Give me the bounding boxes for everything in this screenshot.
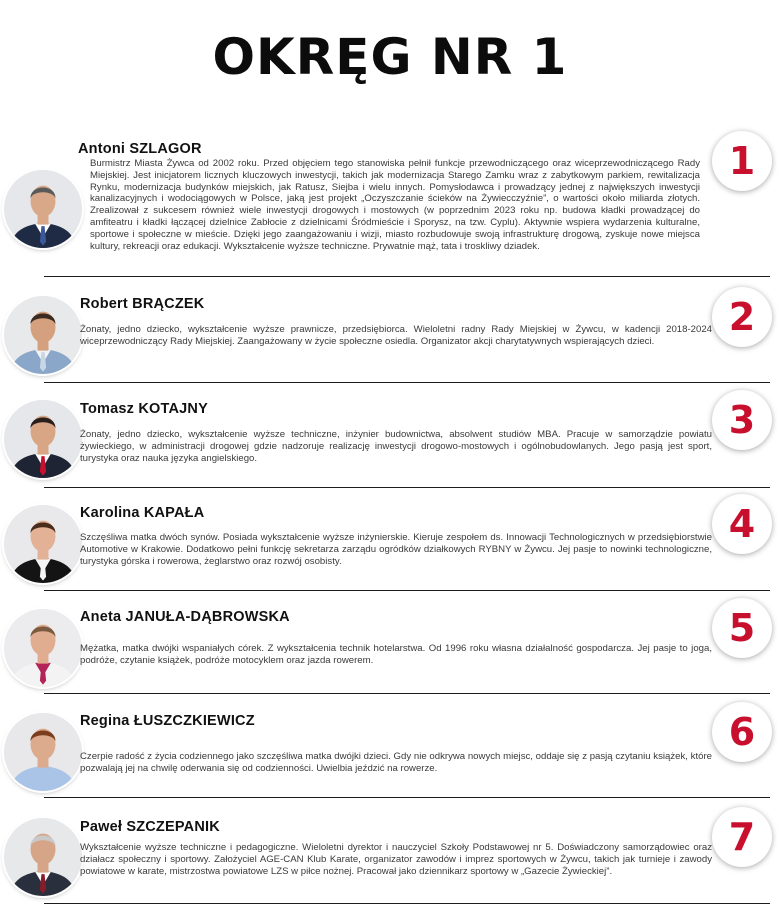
candidate-photo — [4, 818, 82, 896]
section-divider — [44, 276, 770, 277]
person-portrait-icon — [4, 170, 82, 248]
candidate-number-badge: 7 — [712, 807, 772, 867]
candidate-name: Karolina KAPAŁA — [80, 505, 205, 521]
candidate-number-badge: 3 — [712, 390, 772, 450]
candidate-number-badge: 1 — [712, 131, 772, 191]
candidate-name: Tomasz KOTAJNY — [80, 401, 208, 417]
section-divider — [44, 903, 770, 904]
candidate-number-badge: 2 — [712, 287, 772, 347]
candidate-number-badge: 4 — [712, 494, 772, 554]
section-divider — [44, 693, 770, 694]
page-title: OKRĘG NR 1 — [212, 28, 568, 86]
person-portrait-icon — [4, 818, 82, 896]
candidate-name: Aneta JANUŁA-DĄBROWSKA — [80, 609, 290, 625]
candidate-photo — [4, 609, 82, 687]
candidate-bio: Żonaty, jedno dziecko, wykształcenie wyższe prawnicze, przedsiębiorca. Wieloletni radny Rady Miejskiej w Żywcu, w kadencji 2018-2024 wiceprzewodniczący Rady Miejskiej. Zaangażowany w życie społeczne osiedla. Organizator akcji charytatywnych wspierających dzieci. — [80, 324, 712, 347]
candidate-bio: Wykształcenie wyższe techniczne i pedagogiczne. Wieloletni dyrektor i nauczyciel Szkoły Podstawowej nr 5. Doświadczony samorządowiec oraz działacz społeczny i sportowy. Założyciel AGE-CAN Klub Karate, organizator zawodów i imprez sportowych w Żywcu, takich jak turnieje i zawody powiatowe w karate, mistrzostwa powiatowe LZS w piłce nożnej. Pracował jako dziennikarz sportowy w „Gazecie Żywieckiej”. — [80, 842, 712, 877]
candidate-photo — [4, 170, 82, 248]
candidate-bio: Czerpie radość z życia codziennego jako szczęśliwa matka dwójki dzieci. Gdy nie odkrywa nowych miejsc, oddaje się z pasją czytaniu książek, które pozwalają jej na chwilę oderwania się od codzienności. Uwielbia jeździć na rowerze. — [80, 751, 712, 774]
candidate-bio: Szczęśliwa matka dwóch synów. Posiada wykształcenie wyższe inżynierskie. Kieruje zespołem ds. Innowacji Technologicznych w przedsiębiorstwie Automotive w Krakowie. Dodatkowo pełni funkcję sekretarza zarządu ogródków działkowych RYBNY w Żywcu. Jej pasje to nowinki technologiczne, turystyka górska i rowerowa, żeglarstwo oraz rozwój osobisty. — [80, 532, 712, 567]
candidate-photo — [4, 296, 82, 374]
section-divider — [44, 590, 770, 591]
candidate-name: Antoni SZLAGOR — [78, 141, 202, 157]
candidate-photo — [4, 505, 82, 583]
section-divider — [44, 487, 770, 488]
candidate-bio: Mężatka, matka dwójki wspaniałych córek. Z wykształcenia technik hotelarstwa. Od 1996 roku własna działalność gospodarcza. Jej pasje to joga, podróże, czytanie książek, podróże motocyklem oraz jazda rowerem. — [80, 643, 712, 666]
candidate-photo — [4, 713, 82, 791]
candidate-number-badge: 5 — [712, 598, 772, 658]
person-portrait-icon — [4, 296, 82, 374]
section-divider — [44, 797, 770, 798]
candidate-name: Paweł SZCZEPANIK — [80, 819, 220, 835]
candidate-name: Regina ŁUSZCZKIEWICZ — [80, 713, 255, 729]
candidate-photo — [4, 400, 82, 478]
candidate-number-badge: 6 — [712, 702, 772, 762]
person-portrait-icon — [4, 609, 82, 687]
person-portrait-icon — [4, 400, 82, 478]
candidate-bio: Żonaty, jedno dziecko, wykształcenie wyższe techniczne, inżynier budownictwa, absolwent studiów MBA. Pracuje w samorządzie powiatu żywieckiego, w administracji drogowej gdzie nadzoruje realizację inwestycji drogowo-mostowych i ogólnobudowlanych. Jego pasją jest sport, turystyka oraz nauka języka angielskiego. — [80, 429, 712, 464]
candidate-bio: Burmistrz Miasta Żywca od 2002 roku. Przed objęciem tego stanowiska pełnił funkcje przewodniczącego oraz wiceprzewodniczącego Rady Miejskiej. Jest inicjatorem licznych kluczowych inwestycji, takich jak modernizacja Starego Zamku wraz z zabytkowym parkiem, rewitalizacja Rynku, modernizacja budynków miejskich, jak Ratusz, Siejba i wielu innych. Pomysłodawca i prowadzący jednej z największych inwestycji kanalizacyjnych i wodociągowych w Polsce, jaką jest projekt „Oczyszczanie ścieków na Żywiecczyźnie”, o wartości około miliarda złotych. Zrealizował z sukcesem również wiele inwestycji drogowych i mostowych (w poprzednim 2023 roku np. budowa kładki prowadzącej do amfiteatru i kładki łączącej dzielnice Zabłocie z dzielnicami Śródmieście i Sporysz, na tzw. Cyplu). Aktywnie wspiera wydarzenia kulturalne, sportowe i społeczne w mieście. Dzięki jego zaangażowaniu i wizji, miasto rozbudowuje swoją infrastrukturę drogową, zyskuje nowe miejsca kultury, rekreacji oraz edukacji. Wykształcenie wyższe techniczne. Prywatnie mąż, tata i troskliwy dziadek. — [90, 158, 700, 252]
person-portrait-icon — [4, 713, 82, 791]
section-divider — [44, 382, 770, 383]
candidate-name: Robert BRĄCZEK — [80, 296, 205, 312]
person-portrait-icon — [4, 505, 82, 583]
